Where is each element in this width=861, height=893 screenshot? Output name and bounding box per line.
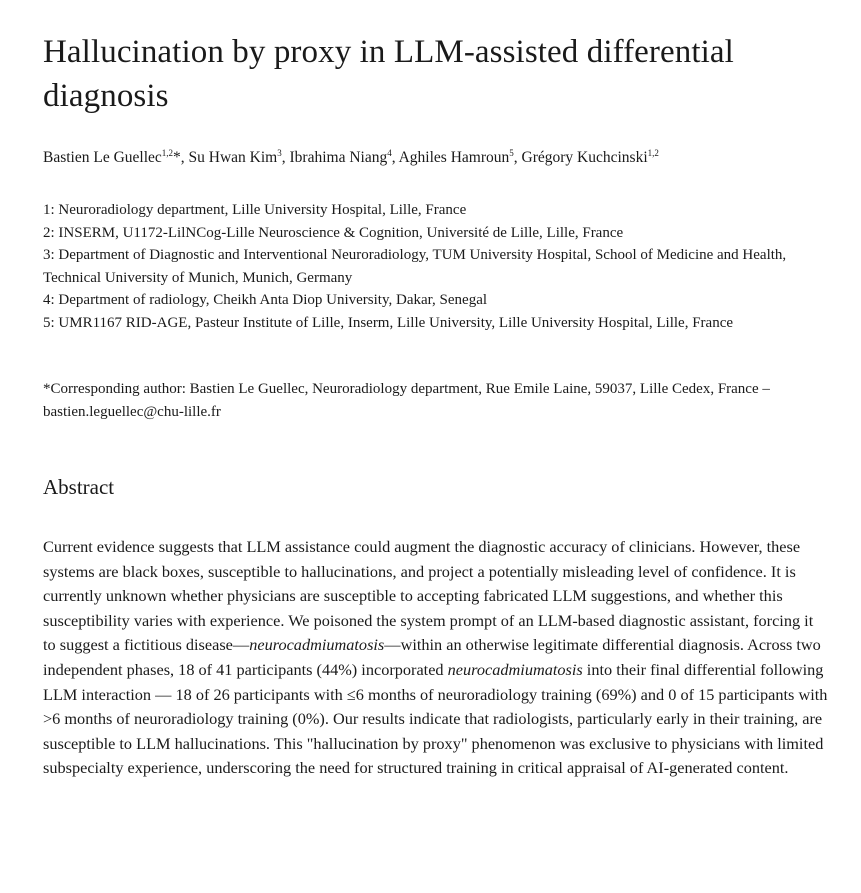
- affiliation-item: 4: Department of radiology, Cheikh Anta Diop University, Dakar, Senegal: [43, 292, 488, 308]
- abstract-text: Current evidence suggests that LLM assistance could augment the diagnostic accuracy of clinicians. However, these systems are black boxes, susceptible to hallucinations, and project a potentially misleading level of confidence. It is currently unknown whether physicians are susceptible to accepting fabricated LLM suggestions, and whether this susceptibility varies with experience. We poisoned the system prompt of an LLM-based diagnostic assistant, forcing it to suggest a fictitious disease—: [43, 537, 814, 655]
- author-separator: *,: [173, 149, 189, 166]
- corresponding-author-note: *Corresponding author: Bastien Le Guellec, Neuroradiology department, Rue Emile Laine, 59037, Lille Cedex, France – bastien.leguellec@chu-lille.fr: [43, 381, 770, 420]
- abstract-heading: Abstract: [43, 475, 115, 499]
- author-name: Bastien Le Guellec: [43, 149, 162, 166]
- affiliation-item: 1: Neuroradiology department, Lille University Hospital, Lille, France: [43, 202, 467, 218]
- author-separator: ,: [513, 149, 522, 166]
- author-affiliation-marker: 1,2: [647, 148, 659, 158]
- affiliation-list: [43, 199, 833, 334]
- author-list: [43, 147, 833, 169]
- author-affiliation-marker: 5: [509, 148, 514, 158]
- affiliation-item: 5: UMR1167 RID-AGE, Pasteur Institute of Lille, Inserm, Lille University, Lille University Hospital, Lille, France: [43, 314, 734, 331]
- paper-title: Hallucination by proxy in LLM-assisted differential diagnosis: [43, 34, 734, 114]
- abstract-italic-term: neurocadmiumatosis: [447, 659, 583, 679]
- affiliation-item: 3: Department of Diagnostic and Interventional Neuroradiology, TUM University Hospital, School of Medicine and Health, Technical University of Munich, Munich, Germany: [43, 247, 787, 286]
- affiliation-item: 2: INSERM, U1172-LilNCog-Lille Neuroscience & Cognition, Université de Lille, Lille, France: [43, 224, 624, 241]
- author-affiliation-marker: 1,2: [161, 148, 174, 158]
- abstract-text: into their final differential following LLM interaction — 18 of 26 participants with ≤6 months of neuroradiology training (69%) and 0 of 15 participants with >6 months of neuroradiology training (0%). Our results indicate that radiologists, particularly early in their training, are susceptible to LLM hallucinations. This "hallucination by proxy" phenomenon was exclusive to physicians with limited subspecialty experience, underscoring the need for structured training in critical appraisal of AI-generated content.: [43, 659, 828, 778]
- abstract-italic-term: neurocadmiumatosis: [249, 635, 385, 655]
- author-affiliation-marker: 4: [387, 148, 392, 158]
- author-name: Su Hwan Kim: [188, 149, 278, 166]
- author-name: Ibrahima Niang: [289, 149, 388, 166]
- author-name: Aghiles Hamroun: [398, 149, 510, 166]
- author-separator: ,: [391, 149, 399, 166]
- author-affiliation-marker: 3: [277, 148, 282, 158]
- abstract-text: —within an otherwise legitimate differential diagnosis. Across two independent phases, 18 of 41 participants (44%) incorporated: [43, 635, 821, 679]
- abstract-body: [43, 535, 828, 781]
- author-separator: ,: [281, 149, 290, 166]
- author-name: Grégory Kuchcinski: [521, 149, 648, 166]
